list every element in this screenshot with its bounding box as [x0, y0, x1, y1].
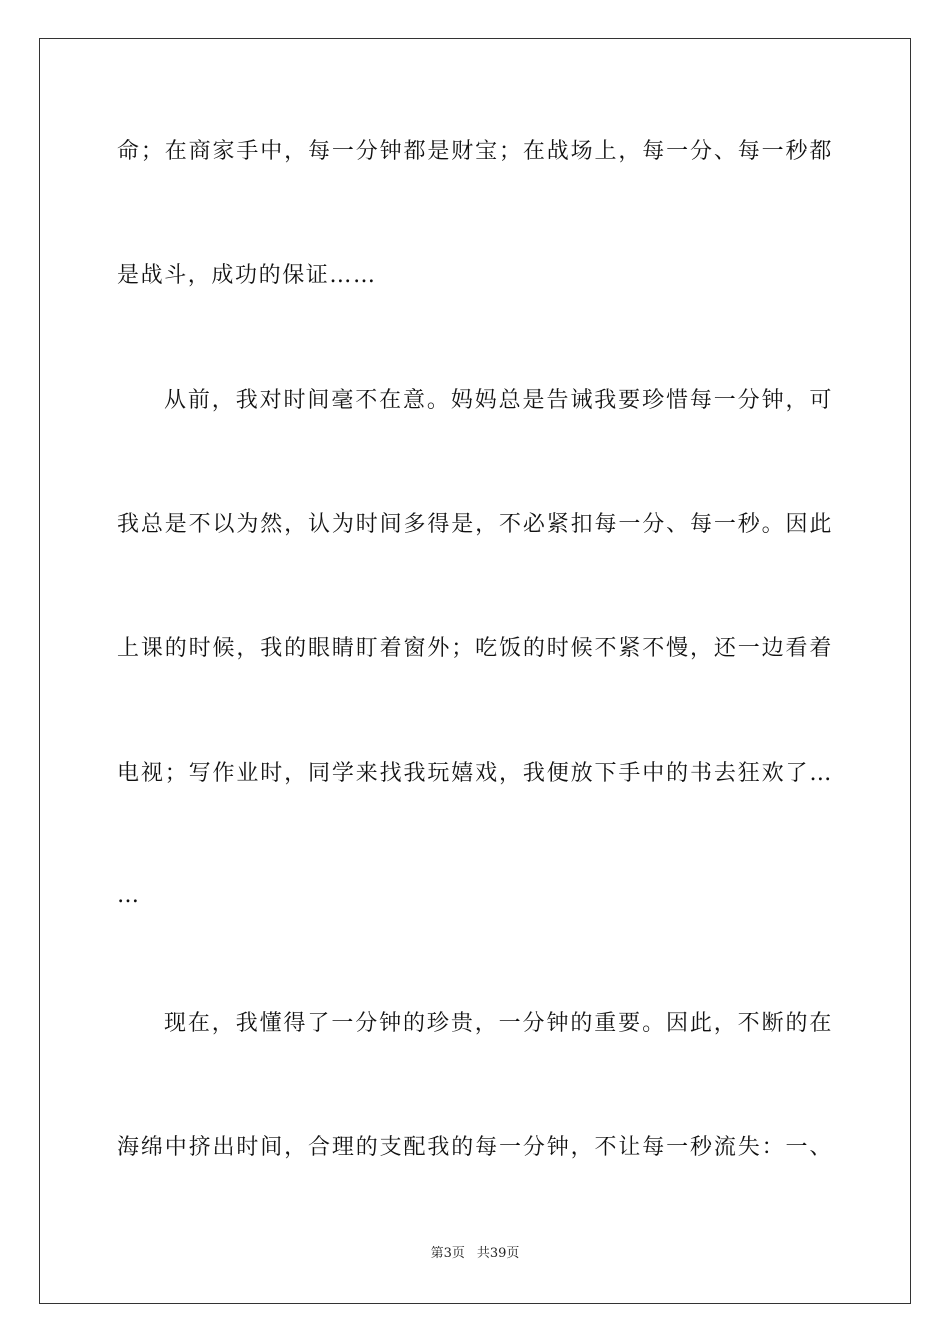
paragraph-start-line: 现在，我懂得了一分钟的珍贵，一分钟的重要。因此，不断的在 — [164, 1011, 833, 1036]
text-line: … — [117, 883, 141, 908]
text-line: 海绵中挤出时间，合理的支配我的每一分钟，不让每一秒流失：一、 — [117, 1135, 833, 1160]
page-count: 共39页 — [476, 1246, 520, 1261]
page-footer — [0, 1246, 950, 1262]
page-border — [39, 38, 911, 1304]
paragraph-start-line: 从前，我对时间毫不在意。妈妈总是告诫我要珍惜每一分钟，可 — [164, 388, 833, 413]
text-line: 命；在商家手中，每一分钟都是财宝；在战场上，每一分、每一秒都 — [117, 139, 833, 164]
text-line: 上课的时候，我的眼睛盯着窗外；吃饭的时候不紧不慢，还一边看着 — [117, 636, 833, 661]
text-line: 电视；写作业时，同学来找我玩嬉戏，我便放下手中的书去狂欢了… — [117, 761, 833, 786]
text-line: 是战斗，成功的保证…… — [117, 263, 377, 288]
page-number: 第3页 — [430, 1246, 465, 1261]
text-line: 我总是不以为然，认为时间多得是，不必紧扣每一分、每一秒。因此 — [117, 512, 833, 537]
